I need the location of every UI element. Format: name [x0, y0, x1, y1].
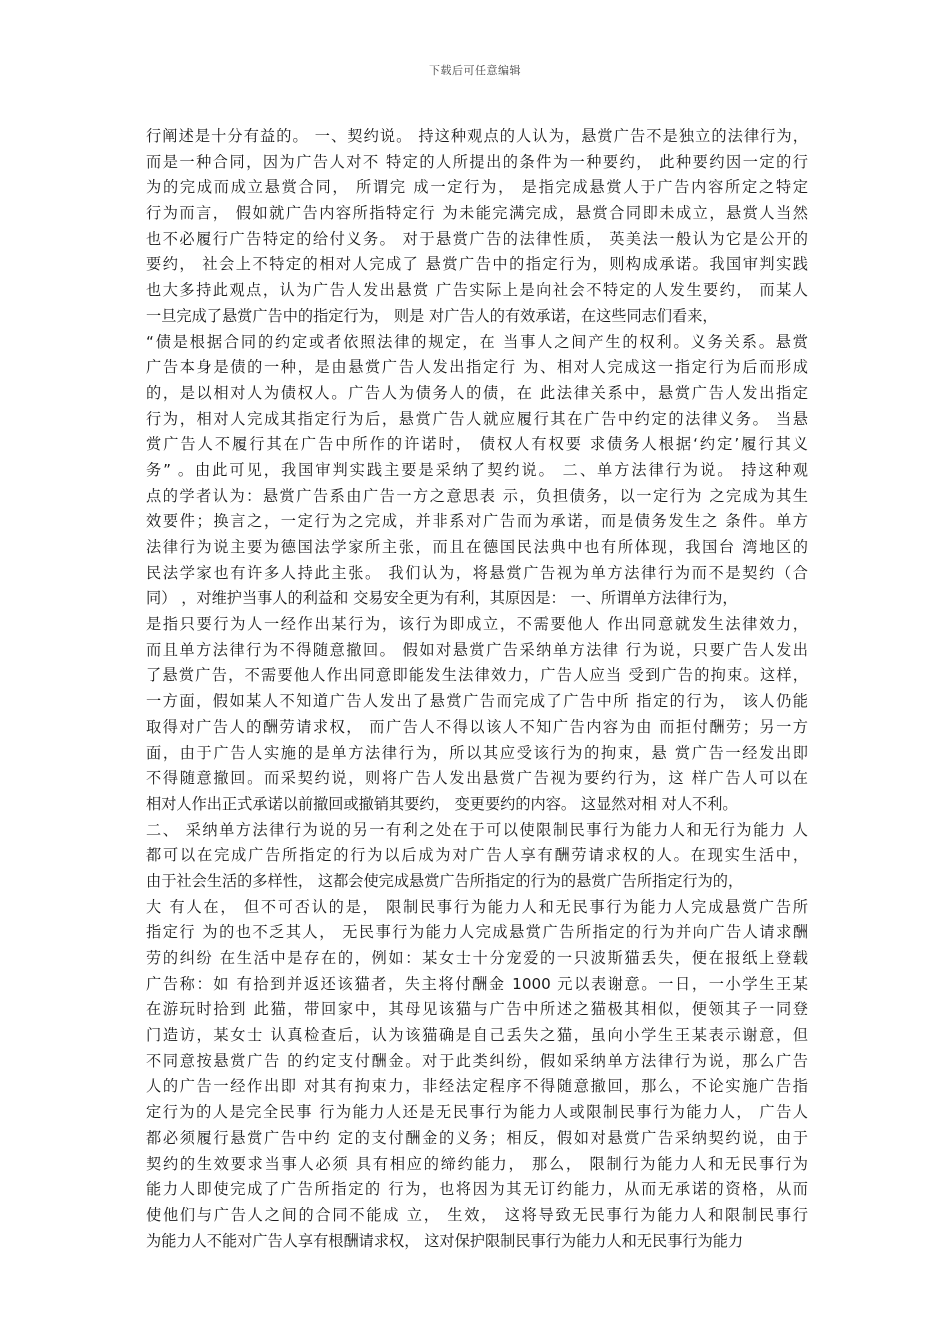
text-line: 民法学家也有许多人持此主张。 我们认为，将悬赏广告视为单方法律行为而不是契约（合: [146, 563, 808, 582]
body-text: [146, 124, 808, 1254]
text-line: 在游玩时拾到 此猫，带回家中，其母见该猫与广告中所述之猫极其相似，便领其子一同登: [146, 1000, 808, 1019]
text-line: 行为而言， 假如就广告内容所指特定行 为未能完满完成，悬赏合同即未成立，悬赏人当然: [146, 204, 808, 223]
text-line: 不同意按悬赏广告 的约定支付酬金。对于此类纠纷，假如采纳单方法律行为说，那么广告: [146, 1051, 808, 1070]
text-line: 效要件；换言之，一定行为之完成，并非系对广告而为承诺，而是债务发生之 条件。单方: [146, 512, 808, 531]
text-line: 而且单方法律行为不得随意撤回。 假如对悬赏广告采纳单方法律 行为说，只要广告人发出: [146, 640, 808, 659]
text-line: 门造访，某女士 认真检查后，认为该猫确是自己丢失之猫，虽向小学生王某表示谢意，但: [146, 1026, 808, 1045]
text-line: 都必须履行悬赏广告中约 定的支付酬金的义务；相反，假如对悬赏广告采纳契约说，由于: [146, 1128, 808, 1147]
text-line: “债是根据合同的约定或者依照法律的规定，在 当事人之间产生的权利。义务关系。悬赏: [146, 332, 808, 351]
text-line: 行阐述是十分有益的。 一、契约说。 持这种观点的人认为，悬赏广告不是独立的法律行为，: [146, 127, 808, 145]
text-line: 也大多持此观点，认为广告人发出悬赏 广告实际上是向社会不特定的人发生要约， 而某人: [146, 281, 808, 300]
text-line: 定行为的人是完全民事 行为能力人还是无民事行为能力人或限制民事行为能力人， 广告人: [146, 1103, 808, 1122]
text-line: 一旦完成了悬赏广告中的指定行为， 则是 对广告人的有效承诺，在这些同志们看来，: [146, 306, 718, 325]
text-line: 也不必履行广告特定的给付义务。 对于悬赏广告的法律性质， 英美法一般认为它是公开的: [146, 229, 808, 248]
text-line: 务” 。由此可见，我国审判实践主要是采纳了契约说。 二、单方法律行为说。 持这种观: [146, 460, 808, 479]
text-line: 相对人作出正式承诺以前撤回或撤销其要约， 变更要约的内容。 这显然对相 对人不利。: [146, 794, 738, 813]
text-line: 二、 采纳单方法律行为说的另一有利之处在于可以使限制民事行为能力人和无行为能力 人: [146, 820, 808, 839]
text-line: 使他们与广告人之间的合同不能成 立， 生效， 这将导致无民事行为能力人和限制民事行: [146, 1205, 808, 1224]
text-line: 广告称：如 有拾到并返还该猫者，失主将付酬金 1000 元以表谢意。一日，一小学生王某: [146, 974, 808, 993]
text-line: 面，由于广告人实施的是单方法律行为，所以其应受该行为的拘束，悬 赏广告一经发出即: [146, 743, 808, 762]
text-line: 不得随意撤回。而采契约说，则将广告人发出悬赏广告视为要约行为，这 样广告人可以在: [146, 769, 808, 788]
text-line: 了悬赏广告，不需要他人作出同意即能发生法律效力，广告人应当 受到广告的拘束。这样，: [146, 666, 808, 685]
text-line: 广告本身是债的一种，是由悬赏广告人发出指定行 为、相对人完成这一指定行为后而形成: [146, 358, 808, 377]
text-line: 一方面，假如某人不知道广告人发出了悬赏广告而完成了广告中所 指定的行为， 该人仍能: [146, 692, 808, 711]
text-line: 都可以在完成广告所指定的行为以后成为对广告人享有酬劳请求权的人。在现实生活中，: [146, 846, 808, 865]
text-line: 为的完成而成立悬赏合同， 所谓完 成一定行为， 是指完成悬赏人于广告内容所定之特定: [146, 178, 808, 197]
text-line: 劳的纠纷 在生活中是存在的，例如：某女士十分宠爱的一只波斯猫丢失，便在报纸上登载: [146, 949, 808, 967]
text-line: 人的广告一经作出即 对其有拘束力，非经法定程序不得随意撤回，那么，不论实施广告指: [146, 1077, 808, 1096]
text-line: 为能力人不能对广告人享有根酬请求权， 这对保护限制民事行为能力人和无民事行为能力: [146, 1231, 744, 1250]
text-line: 契约的生效要求当事人必须 具有相应的缔约能力， 那么， 限制行为能力人和无民事行为: [146, 1154, 808, 1173]
text-line: 指定行 为的也不乏其人， 无民事行为能力人完成悬赏广告所指定的行为并向广告人请求酬: [146, 923, 808, 942]
text-line: 能力人即使完成了广告所指定的 行为，也将因为其无订约能力，从而无承诺的资格，从而: [146, 1180, 808, 1199]
text-line: 同） ，对维护当事人的利益和 交易安全更为有利，其原因是： 一、所谓单方法律行为，: [146, 589, 738, 608]
text-line: 赏广告人不履行其在广告中所作的许诺时， 债权人有权要 求债务人根据‘约定’履行其义: [146, 435, 808, 454]
text-line: 要约， 社会上不特定的相对人完成了 悬赏广告中的指定行为，则构成承诺。我国审判实践: [146, 255, 808, 274]
text-line: 的，是以相对人为债权人。广告人为债务人的债，在 此法律关系中，悬赏广告人发出指定: [146, 383, 808, 402]
text-line: 是指只要行为人一经作出某行为，该行为即成立，不需要他人 作出同意就发生法律效力，: [146, 615, 808, 634]
text-line: 取得对广告人的酬劳请求权， 而广告人不得以该人不知广告内容为由 而拒付酬劳；另一方: [146, 717, 808, 736]
text-line: 行为，相对人完成其指定行为后，悬赏广告人就应履行其在广告中约定的法律义务。 当悬: [146, 409, 808, 428]
text-line: 点的学者认为：悬赏广告系由广告一方之意思表 示，负担债务，以一定行为 之完成为其生: [146, 486, 808, 505]
page-header: 下载后可任意编辑: [429, 64, 521, 77]
text-line: 而是一种合同，因为广告人对不 特定的人所提出的条件为一种要约， 此种要约因一定的行: [146, 152, 808, 171]
text-line: 由于社会生活的多样性， 这都会使完成悬赏广告所指定的行为的悬赏广告所指定行为的，: [146, 871, 744, 890]
text-line: 大 有人在， 但不可否认的是， 限制民事行为能力人和无民事行为能力人完成悬赏广告所: [146, 897, 808, 916]
text-line: 法律行为说主要为德国法学家所主张，而且在德国民法典中也有所体现，我国台 湾地区的: [146, 538, 808, 556]
